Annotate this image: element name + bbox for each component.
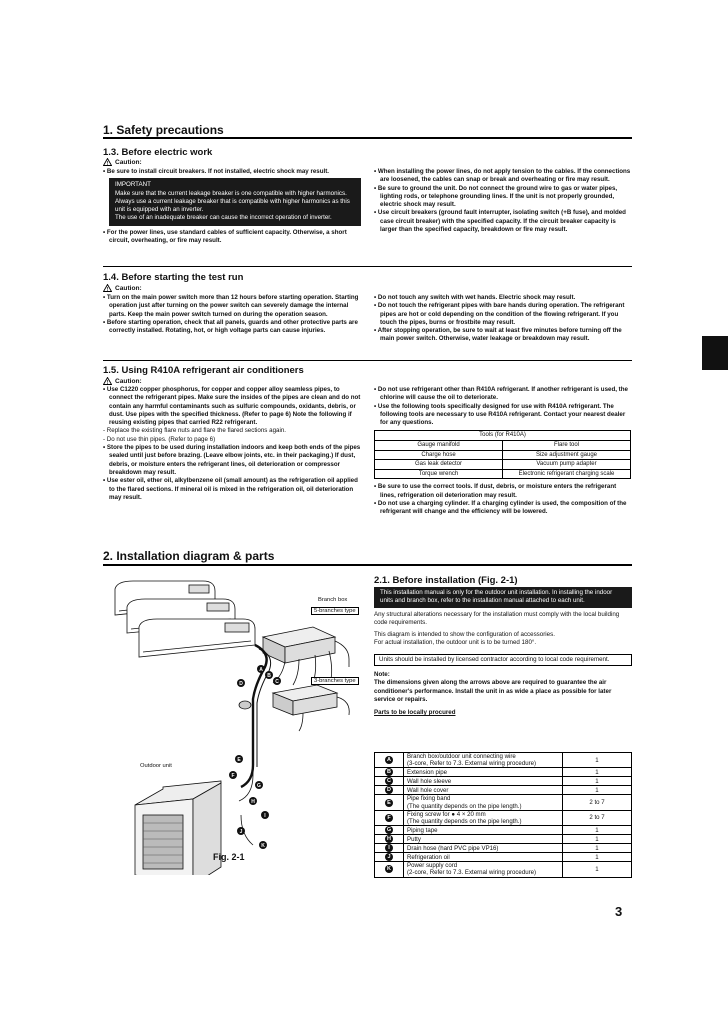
s13-left-bullet-1: • Be sure to install circuit breakers. If not installed, electric shock may result. bbox=[103, 168, 330, 175]
parts-row bbox=[375, 810, 632, 825]
parts-key-cell bbox=[375, 768, 404, 777]
s15-left-bullet-3: • Use ester oil, ether oil, alkylbenzene oil (small amount) as the refrigeration oil applied to the flared sections. If mineral oil is mixed in the refrigeration oil, oil deterioration may result. bbox=[103, 477, 358, 501]
tools-cell: Electronic refrigerant charging scale bbox=[503, 469, 631, 479]
s14-right-bullet-3: • After stopping operation, be sure to wait at least five minutes before turning off the main power switch. Otherwise, water leakage or breakdown may result. bbox=[374, 327, 622, 343]
s21-notice-box: This installation manual is only for the outdoor unit installation. In installing the indoor units and branch box, refer to the installation manual attached to each unit. bbox=[374, 587, 632, 608]
svg-text:I: I bbox=[264, 813, 266, 819]
important-box bbox=[109, 178, 361, 225]
s15-right-bullet-1: • Do not use refrigerant other than R410A refrigerant. If another refrigerant is used, the chlorine will cause the oil to deteriorate. bbox=[374, 386, 628, 402]
outdoor-unit-body bbox=[135, 781, 221, 875]
s15-left-dash-2: - Do not use thin pipes. (Refer to page 6) bbox=[103, 435, 216, 443]
svg-text:D: D bbox=[239, 681, 243, 687]
important-line-2: Always use a current leakage breaker that is compatible with higher harmonics as this unit is equipped with an inverter. bbox=[115, 197, 350, 214]
parts-row bbox=[375, 835, 632, 844]
parts-qty-cell: 1 bbox=[563, 835, 632, 844]
svg-text:A: A bbox=[259, 667, 263, 673]
parts-key-cell bbox=[375, 862, 404, 877]
parts-key-badge: H bbox=[385, 835, 393, 843]
parts-qty-cell: 1 bbox=[563, 844, 632, 853]
warning-icon bbox=[103, 284, 112, 292]
svg-text:E: E bbox=[237, 757, 241, 763]
parts-key-badge: F bbox=[385, 814, 393, 822]
parts-key-cell bbox=[375, 826, 404, 835]
branch-box-3 bbox=[273, 685, 349, 731]
tools-cell: Gauge manifold bbox=[375, 441, 503, 451]
parts-key-badge: C bbox=[385, 777, 393, 785]
s13-right-bullet-1: • When installing the power lines, do not apply tension to the cables. If the connections are loosened, the cables can snap or break and overheating or fire may result. bbox=[374, 168, 631, 184]
tools-cell: Size adjustment gauge bbox=[503, 450, 631, 460]
svg-text:!: ! bbox=[106, 379, 109, 385]
tools-cell: Vacuum pump adapter bbox=[503, 460, 631, 470]
parts-name-cell bbox=[404, 786, 563, 795]
parts-name-cell bbox=[404, 844, 563, 853]
parts-name-cell bbox=[404, 826, 563, 835]
parts-qty-cell: 1 bbox=[563, 853, 632, 862]
tools-table bbox=[374, 430, 631, 479]
parts-key-cell bbox=[375, 844, 404, 853]
svg-text:!: ! bbox=[106, 160, 109, 166]
tools-cell: Charge hose bbox=[375, 450, 503, 460]
s15-left-bullet-2: • Store the pipes to be used during installation indoors and keep both ends of the pipes sealed until just before brazing. (Leave elbow joints, etc. in their packaging.) If dust, debris, or moisture enters the refrigerant lines, oil deterioration or compressor breakdown may result. bbox=[103, 444, 361, 476]
parts-row bbox=[375, 862, 632, 877]
s21-para-2: This diagram is intended to show the configuration of accessories. bbox=[374, 631, 555, 639]
s14-left-column bbox=[103, 294, 361, 335]
svg-text:B: B bbox=[267, 673, 271, 679]
parts-name: Branch box/outdoor unit connecting wire bbox=[407, 753, 516, 760]
parts-row bbox=[375, 853, 632, 862]
parts-row bbox=[375, 795, 632, 810]
s13-left-bullet-2: • For the power lines, use standard cables of sufficient capacity. Otherwise, a short circuit, overheating, or fire may result. bbox=[103, 228, 347, 245]
s15-left-dash-1: - Replace the existing flare nuts and flare the flared sections again. bbox=[103, 427, 286, 435]
parts-name: Putty bbox=[407, 835, 421, 843]
section-2-title: 2. Installation diagram & parts bbox=[103, 549, 275, 563]
parts-qty-cell: 1 bbox=[563, 777, 632, 786]
parts-key-badge: A bbox=[385, 756, 393, 764]
s13-title: 1.3. Before electric work bbox=[103, 147, 213, 158]
parts-row bbox=[375, 753, 632, 768]
parts-name-cell bbox=[404, 777, 563, 786]
three-branches-label: 3-branches type bbox=[311, 677, 359, 685]
tools-table-title: Tools (for R410A) bbox=[375, 431, 631, 441]
parts-qty-cell: 2 to 7 bbox=[563, 810, 632, 825]
parts-qty-cell: 2 to 7 bbox=[563, 795, 632, 810]
parts-qty-cell: 1 bbox=[563, 753, 632, 768]
parts-name-cell bbox=[404, 768, 563, 777]
chapter-tab bbox=[702, 336, 728, 370]
parts-row bbox=[375, 826, 632, 835]
installation-diagram bbox=[103, 575, 365, 875]
five-branches-label: 5-branches type bbox=[311, 607, 359, 615]
s13-right-bullet-2: • Be sure to ground the unit. Do not connect the ground wire to gas or water pipes, lighting rods, or telephone grounding lines. If the unit is not properly grounded, electric shock may result. bbox=[374, 184, 618, 209]
parts-name: Extension pipe bbox=[407, 768, 447, 776]
s13-right-bullet-3: • Use circuit breakers (ground fault interrupter, isolating switch (+B fuse), and molded case circuit breaker) with the specified capacity. If the circuit breaker capacity is larger than the specified capacity, breakdown or fire may result. bbox=[374, 209, 626, 234]
parts-key-cell bbox=[375, 753, 404, 768]
tools-cell: Flare tool bbox=[503, 441, 631, 451]
s13-right-column bbox=[374, 168, 632, 234]
parts-name: Fixing screw for ● 4 × 20 mm bbox=[407, 810, 486, 818]
parts-qty-cell: 1 bbox=[563, 786, 632, 795]
parts-name-detail: (The quantity depends on the pipe length.) bbox=[407, 818, 522, 826]
parts-name: Wall hole sleeve bbox=[407, 777, 452, 785]
s15-right-column bbox=[374, 386, 632, 517]
s15-title: 1.5. Using R410A refrigerant air conditioners bbox=[103, 365, 304, 376]
parts-heading: Parts to be locally procured bbox=[374, 709, 456, 717]
parts-key-badge: I bbox=[385, 844, 393, 852]
parts-name-detail: (2-core, Refer to 7.3. External wiring procedure) bbox=[407, 869, 537, 877]
caution-label: Caution: bbox=[115, 284, 142, 292]
parts-key-cell bbox=[375, 810, 404, 825]
s21-contractor-box: Units should be installed by licensed contractor according to local code requirement. bbox=[374, 654, 632, 666]
parts-key-badge: B bbox=[385, 768, 393, 776]
parts-key-badge: G bbox=[386, 827, 392, 834]
svg-text:G: G bbox=[257, 783, 261, 789]
s13-rule bbox=[103, 266, 632, 267]
parts-row bbox=[375, 777, 632, 786]
tools-cell: Torque wrench bbox=[375, 469, 503, 479]
parts-key-badge: E bbox=[385, 799, 393, 807]
parts-name-cell bbox=[404, 853, 563, 862]
important-line-1: Make sure that the current leakage breaker is one compatible with higher harmonics. bbox=[115, 189, 347, 197]
s21-column bbox=[374, 587, 632, 718]
important-heading: IMPORTANT bbox=[115, 181, 151, 189]
s14-right-column bbox=[374, 294, 632, 344]
s15-right-bullet-3: • Be sure to use the correct tools. If dust, debris, or moisture enters the refrigerant lines, refrigeration oil deterioration may result. bbox=[374, 483, 617, 499]
s14-rule bbox=[103, 360, 632, 361]
parts-qty-cell: 1 bbox=[563, 862, 632, 877]
svg-text:F: F bbox=[231, 773, 235, 779]
s14-right-bullet-2: • Do not touch the refrigerant pipes with bare hands during operation. The refrigerant pipes are hot or cold depending on the condition of the flowing refrigerant. If you touch the pipes, burns or frostbite may result. bbox=[374, 302, 625, 326]
parts-row bbox=[375, 844, 632, 853]
parts-name: Refrigeration oil bbox=[407, 853, 450, 861]
parts-row bbox=[375, 768, 632, 777]
parts-name-detail: (3-core, Refer to 7.3. External wiring procedure) bbox=[407, 760, 537, 768]
parts-qty-cell: 1 bbox=[563, 768, 632, 777]
caution-label: Caution: bbox=[115, 158, 142, 166]
parts-key-cell bbox=[375, 853, 404, 862]
s21-para-1: Any structural alterations necessary for the installation must comply with the local building code requirements. bbox=[374, 610, 620, 626]
parts-key-cell bbox=[375, 795, 404, 810]
s21-para-3: For actual installation, the outdoor unit is to be turned 180°. bbox=[374, 639, 537, 647]
svg-text:C: C bbox=[275, 679, 279, 685]
parts-qty-cell: 1 bbox=[563, 826, 632, 835]
parts-key-badge: D bbox=[385, 786, 393, 794]
parts-key-cell bbox=[375, 835, 404, 844]
section-1-rule bbox=[103, 137, 632, 139]
note-text: The dimensions given along the arrows above are required to guarantee the air conditioner's performance. Install the unit in as wide a place as possible for later service or repairs. bbox=[374, 679, 612, 703]
section-2-rule bbox=[103, 564, 632, 566]
parts-name: Drain hose (hard PVC pipe VP16) bbox=[407, 844, 499, 852]
s13-left-column bbox=[103, 168, 361, 245]
s15-left-column bbox=[103, 386, 361, 502]
page-number: 3 bbox=[615, 904, 623, 919]
branch-box-label: Branch box bbox=[318, 597, 348, 603]
parts-name-cell bbox=[404, 795, 563, 810]
indoor-unit-3 bbox=[139, 619, 255, 657]
parts-key-badge: K bbox=[385, 865, 393, 873]
parts-key-cell bbox=[375, 786, 404, 795]
svg-text:J: J bbox=[239, 829, 243, 835]
parts-name: Pipe fixing band bbox=[407, 795, 451, 803]
s15-left-bullet-1: • Use C1220 copper phosphorus, for copper and copper alloy seamless pipes, to connect the refrigerant pipes. Make sure the insides of the pipes are clean and do not contain any harmful contaminants such as sulfuric compounds, oxidants, debris, or dust. Use pipes with the specified thickness. (Refer to page 6) Note the following if reusing existing pipes that carried R22 refrigerant. bbox=[103, 386, 361, 427]
parts-name-cell bbox=[404, 810, 563, 825]
parts-row bbox=[375, 786, 632, 795]
section-1-title: 1. Safety precautions bbox=[103, 123, 224, 137]
note-heading: Note: bbox=[374, 671, 390, 679]
outdoor-unit-label: Outdoor unit bbox=[140, 763, 172, 769]
tools-cell: Gas leak detector bbox=[375, 460, 503, 470]
parts-name: Piping tape bbox=[407, 826, 438, 834]
warning-icon bbox=[103, 158, 112, 166]
s14-right-bullet-1: • Do not touch any switch with wet hands. Electric shock may result. bbox=[374, 294, 576, 301]
s15-caution bbox=[103, 377, 142, 385]
parts-name-cell bbox=[404, 835, 563, 844]
s14-title: 1.4. Before starting the test run bbox=[103, 272, 244, 283]
parts-name: Power supply cord bbox=[407, 862, 458, 870]
parts-name-cell bbox=[404, 753, 563, 768]
parts-name-cell bbox=[404, 862, 563, 877]
svg-text:H: H bbox=[251, 799, 255, 805]
s21-title: 2.1. Before installation (Fig. 2-1) bbox=[374, 575, 518, 586]
s13-caution bbox=[103, 158, 142, 166]
figure-caption: Fig. 2-1 bbox=[213, 852, 245, 862]
s14-left-bullet-2: • Before starting operation, check that all panels, guards and other protective parts are correctly installed. Rotating, hot, or high voltage parts can cause injuries. bbox=[103, 318, 358, 335]
svg-text:!: ! bbox=[106, 286, 109, 292]
parts-key-badge: J bbox=[385, 853, 393, 861]
s14-caution bbox=[103, 284, 142, 292]
caution-label: Caution: bbox=[115, 377, 142, 385]
s15-right-bullet-2: • Use the following tools specifically designed for use with R410A refrigerant. The following tools are necessary to use R410A refrigerant. Contact your nearest dealer for any questions. bbox=[374, 402, 626, 427]
s14-left-bullet-1: • Turn on the main power switch more than 12 hours before starting operation. Starting operation just after turning on the power switch can severely damage the internal parts. Keep the main power switch turned on during the operation season. bbox=[103, 294, 359, 318]
s15-right-bullet-4: • Do not use a charging cylinder. If a charging cylinder is used, the composition of the refrigerant will change and the efficiency will be lowered. bbox=[374, 500, 627, 516]
svg-text:K: K bbox=[261, 843, 265, 849]
parts-name: Wall hole cover bbox=[407, 786, 449, 794]
parts-name-detail: (The quantity depends on the pipe length.) bbox=[407, 802, 522, 810]
warning-icon bbox=[103, 377, 112, 385]
important-line-3: The use of an inadequate breaker can cause the incorrect operation of inverter. bbox=[115, 214, 332, 222]
parts-table bbox=[374, 752, 632, 878]
parts-key-cell bbox=[375, 777, 404, 786]
